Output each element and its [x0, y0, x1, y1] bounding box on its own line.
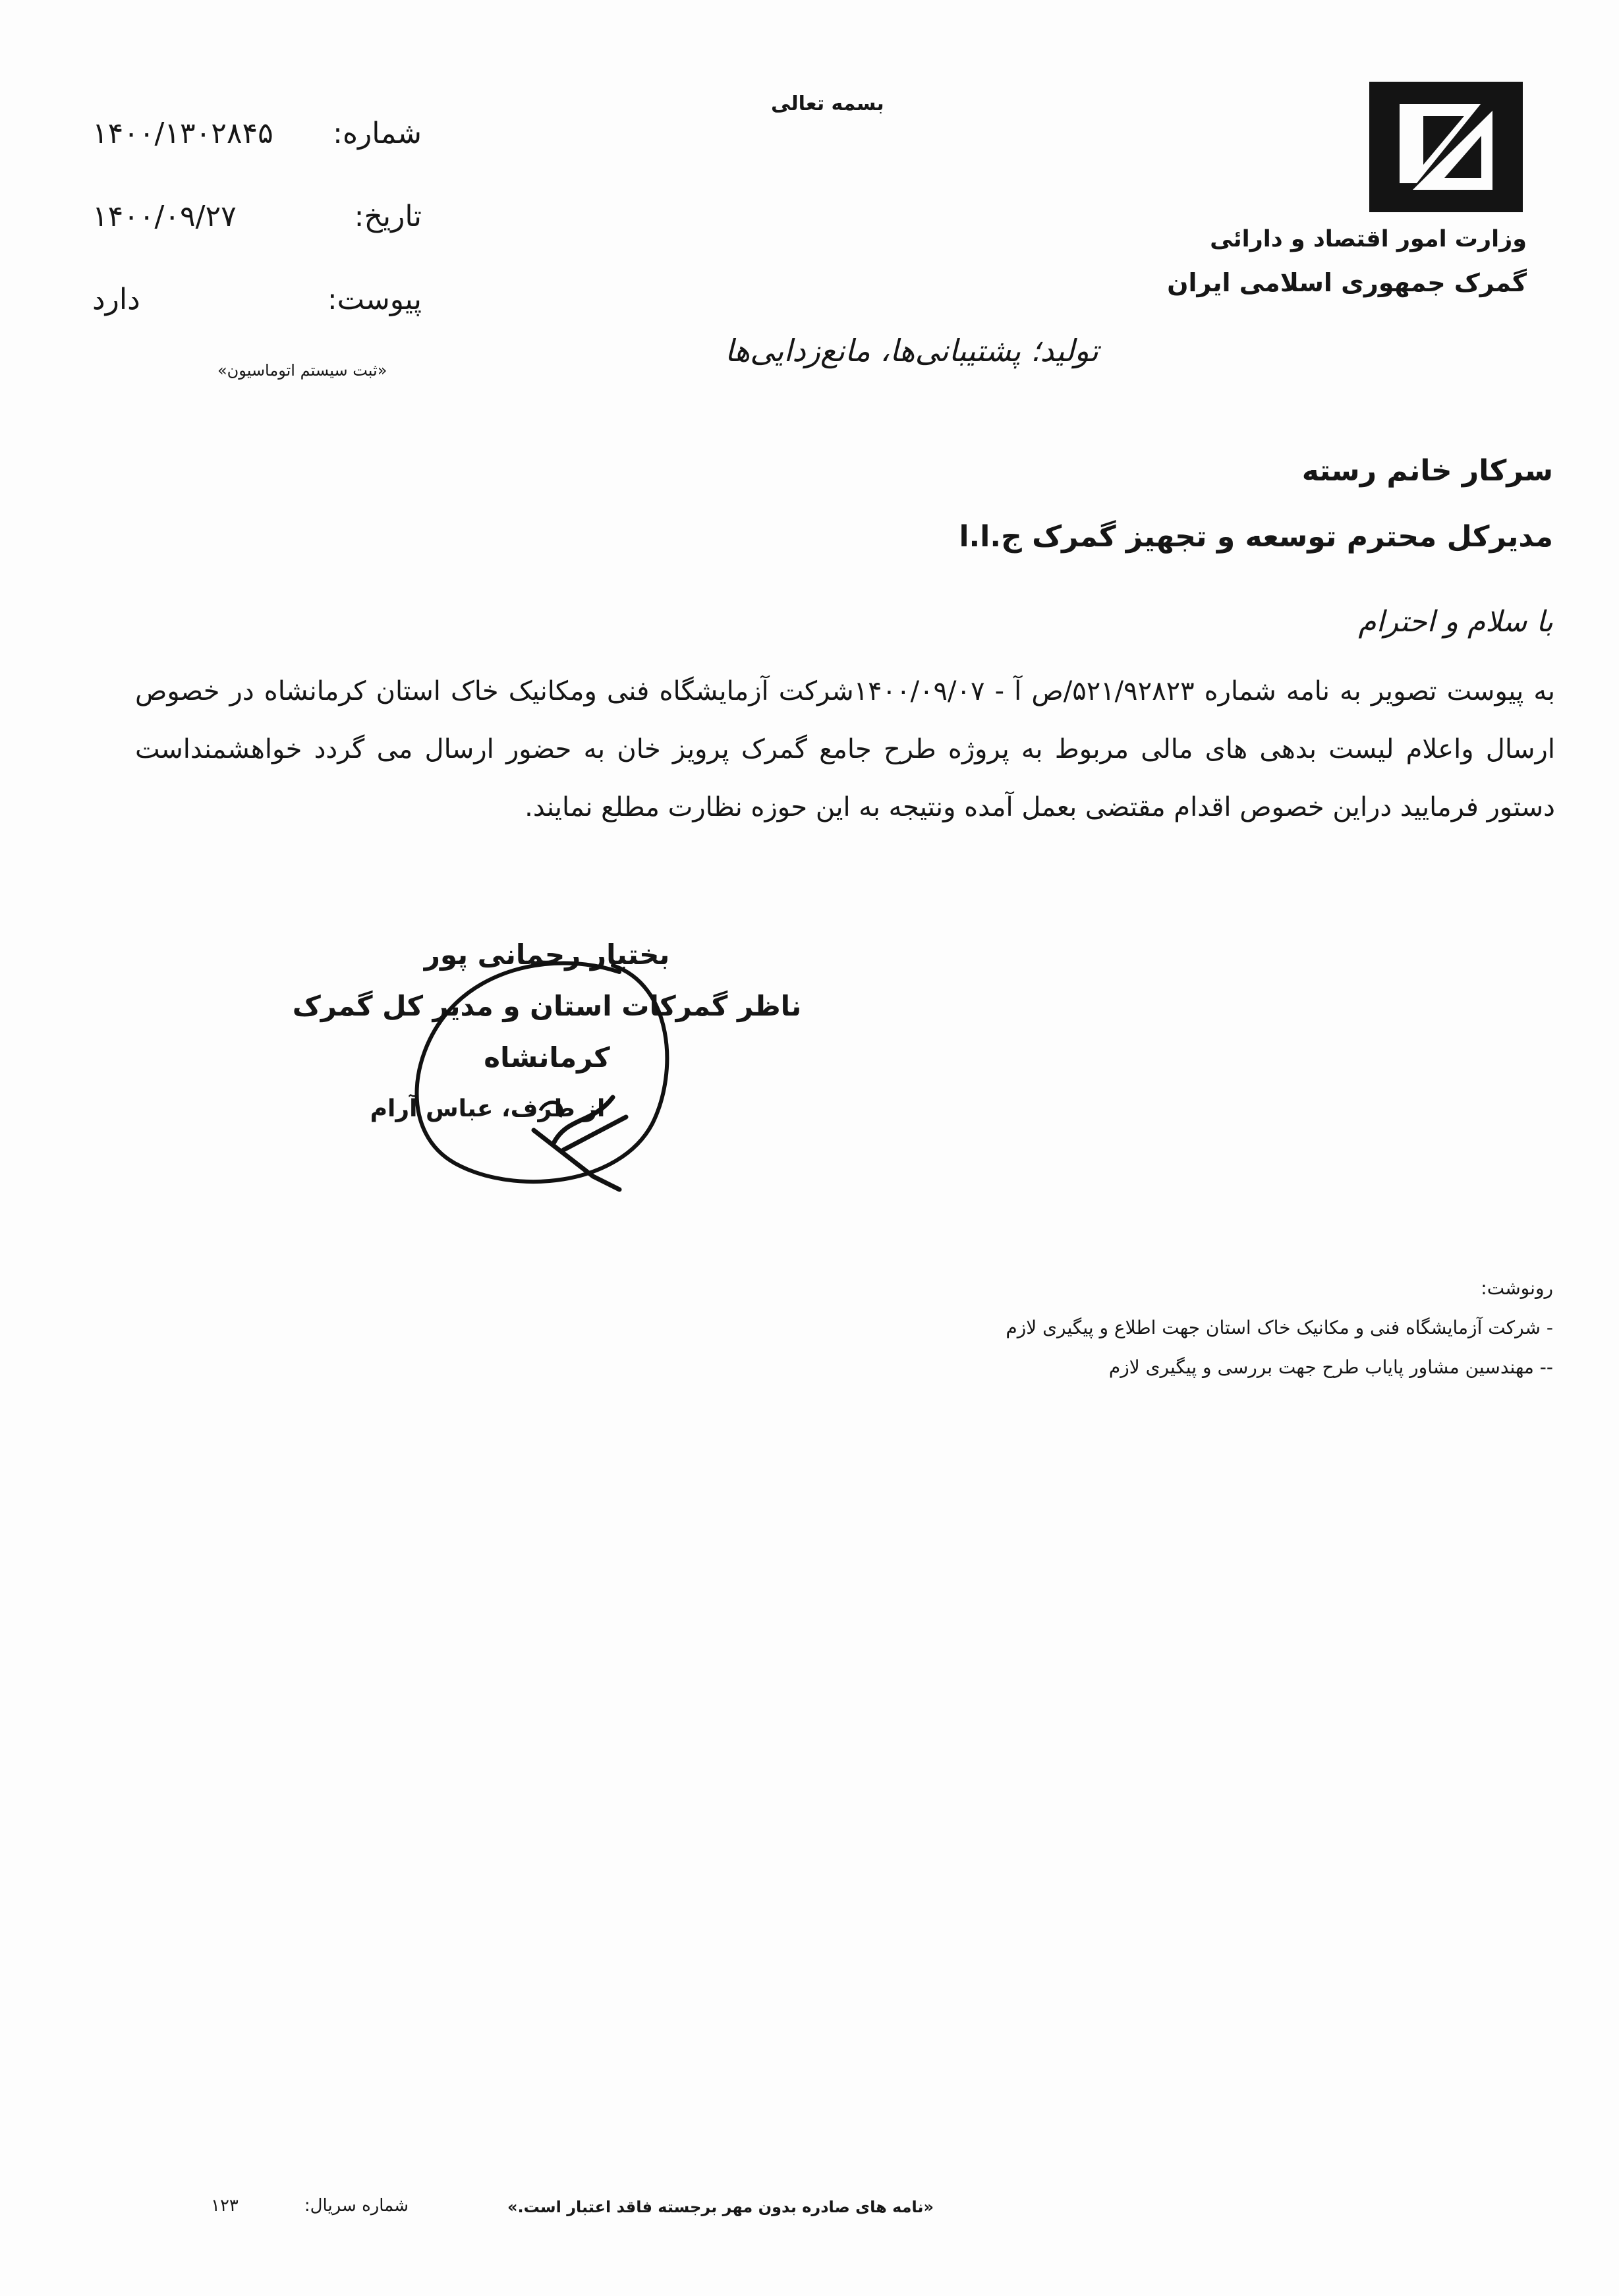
invocation-text: بسمه تعالی [771, 92, 884, 115]
letter-attachment-label: پیوست: [327, 283, 422, 316]
signer-name: بختیار رحمانی پور [424, 938, 670, 971]
handwritten-greeting: با سلام و احترام [1358, 605, 1553, 639]
signer-title: ناظر گمرکات استان و مدیر کل گمرک کرمانشاه [292, 990, 802, 1074]
carbon-copy-list [1006, 1269, 1553, 1387]
signer-deputy: از طرف، عباس آرام [370, 1095, 606, 1122]
validity-note: «نامه های صادره بدون مهر برجسته فاقد اعتبار است.» [507, 2198, 934, 2216]
letter-date-value: ۱۴۰۰/۰۹/۲۷ [92, 200, 237, 233]
handwritten-signature-icon [395, 926, 698, 1203]
carbon-copy-heading: رونوشت: [1481, 1277, 1553, 1299]
organization-heading [1167, 217, 1527, 304]
serial-number-value: ۱۲۳ [211, 2196, 239, 2216]
handwritten-referral: تولید؛ پشتیبانی‌ها، مانع‌زدایی‌ها [725, 333, 1099, 368]
letter-date-row [92, 175, 422, 258]
organization-name: گمرک جمهوری اسلامی ایران [1167, 268, 1527, 297]
addressee-block [959, 438, 1553, 570]
carbon-copy-item: -- مهندسین مشاور پایاب طرح جهت بررسی و پیگیری لازم [1108, 1356, 1553, 1378]
ministry-name: وزارت امور اقتصاد و دارائی [1210, 226, 1527, 252]
letter-number-row [92, 92, 422, 175]
letter-date-label: تاریخ: [354, 200, 422, 233]
letter-number-value: ۱۴۰۰/۱۳۰۲۸۴۵ [92, 117, 273, 150]
automation-note: «ثبت سیستم اتوماسیون» [217, 361, 387, 380]
letter-number-label: شماره: [333, 117, 422, 150]
addressee-title: مدیرکل محترم توسعه و تجهیز گمرک ج.ا.ا [959, 520, 1553, 554]
letter-attachment-value: دارد [92, 283, 140, 316]
serial-number-label: شماره سریال: [304, 2196, 409, 2216]
letter-attachment-row [92, 258, 422, 341]
letter-meta [92, 92, 422, 341]
letter-body: به پیوست تصویر به نامه شماره ۵۲۱/۹۲۸۲۳/ص آ - ۱۴۰۰/۰۹/۰۷شرکت آزمایشگاه فنی ومکانیک خاک استان کرمانشاه در خصوص ارسال واعلام لیست بدهی های مالی مربوط به پروژه طرح جامع گمرک پرویز خان به حضور ارسال می گردد خواهشمنداست دستور فرمایید دراین خصوص اقدام مقتضی بعمل آمده ونتیجه به این حوزه نظارت مطلع نمایند. [135, 676, 1556, 822]
customs-logo-icon [1365, 78, 1527, 216]
carbon-copy-item: - شرکت آزمایشگاه فنی و مکانیک خاک استان جهت اطلاع و پیگیری لازم [1006, 1317, 1553, 1338]
serial-number [211, 2196, 409, 2216]
addressee-name: سرکار خانم رسته [1301, 454, 1553, 488]
